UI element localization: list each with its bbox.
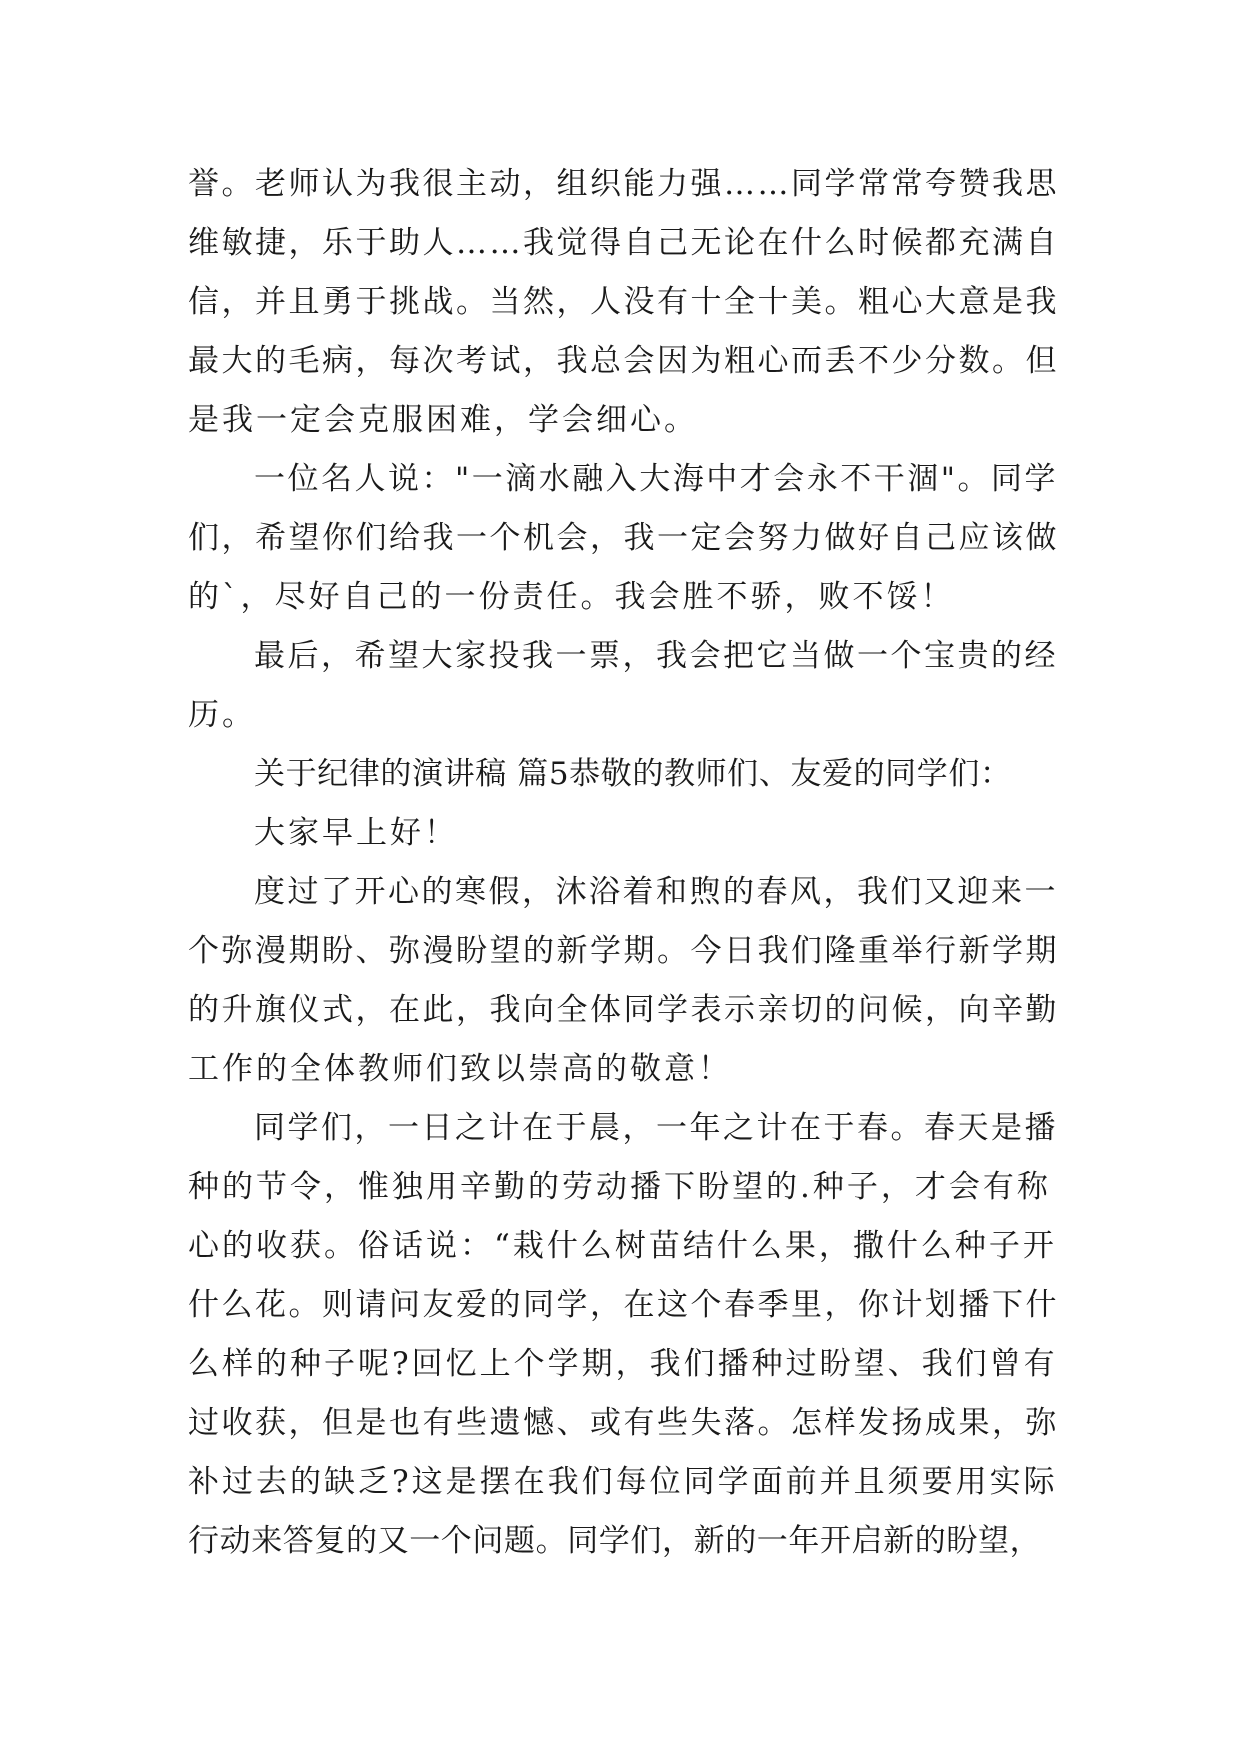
greeting-line: 大家早上好！	[254, 815, 458, 851]
text-line: 种的节令，惟独用辛勤的劳动播下盼望的.种子，才会有称	[188, 1169, 1051, 1205]
document-body	[188, 155, 1068, 1571]
text-line: 个弥漫期盼、弥漫盼望的新学期。今日我们隆重举行新学期	[188, 933, 1059, 969]
text-line: 过收获，但是也有些遗憾、或有些失落。怎样发扬成果，弥	[188, 1405, 1059, 1441]
text-line: 最大的毛病，每次考试，我总会因为粗心而丢不少分数。但	[188, 343, 1059, 379]
text-line: 们，希望你们给我一个机会，我一定会努力做好自己应该做	[188, 520, 1059, 556]
text-line: 工作的全体教师们致以崇高的敬意！	[188, 1051, 732, 1087]
text-line: 是我一定会克服困难，学会细心。	[188, 402, 698, 438]
text-line: 历。	[188, 697, 256, 733]
text-line: 誉。老师认为我很主动，组织能力强……同学常常夸赞我思	[188, 166, 1059, 202]
text-line: 补过去的缺乏?这是摆在我们每位同学面前并且须要用实际	[188, 1464, 1058, 1500]
text-line: 心的收获。俗话说：“栽什么树苗结什么果，撒什么种子开	[188, 1228, 1057, 1264]
paragraph-first-line: 最后，希望大家投我一票，我会把它当做一个宝贵的经	[254, 638, 1058, 674]
paragraph-first-line: 同学们，一日之计在于晨，一年之计在于春。春天是播	[254, 1110, 1058, 1146]
text-line: 么样的种子呢?回忆上个学期，我们播种过盼望、我们曾有	[188, 1346, 1058, 1382]
text-line: 的升旗仪式，在此，我向全体同学表示亲切的问候，向辛勤	[188, 992, 1059, 1028]
text-line: 什么花。则请问友爱的同学，在这个春季里，你计划播下什	[188, 1287, 1059, 1323]
text-line: 维敏捷，乐于助人……我觉得自己无论在什么时候都充满自	[188, 225, 1059, 261]
text-line: 信，并且勇于挑战。当然，人没有十全十美。粗心大意是我	[188, 284, 1059, 320]
text-line: 的`，尽好自己的一份责任。我会胜不骄，败不馁！	[188, 579, 955, 615]
paragraph-first-line: 一位名人说："一滴水融入大海中才会永不干涸"。同学	[254, 461, 1059, 497]
paragraph-first-line: 度过了开心的寒假，沐浴着和煦的春风，我们又迎来一	[254, 874, 1058, 910]
section-heading-line: 关于纪律的演讲稿 篇5恭敬的教师们、友爱的同学们：	[254, 756, 1012, 792]
text-line: 行动来答复的又一个问题。同学们，新的一年开启新的盼望，	[188, 1523, 1042, 1559]
